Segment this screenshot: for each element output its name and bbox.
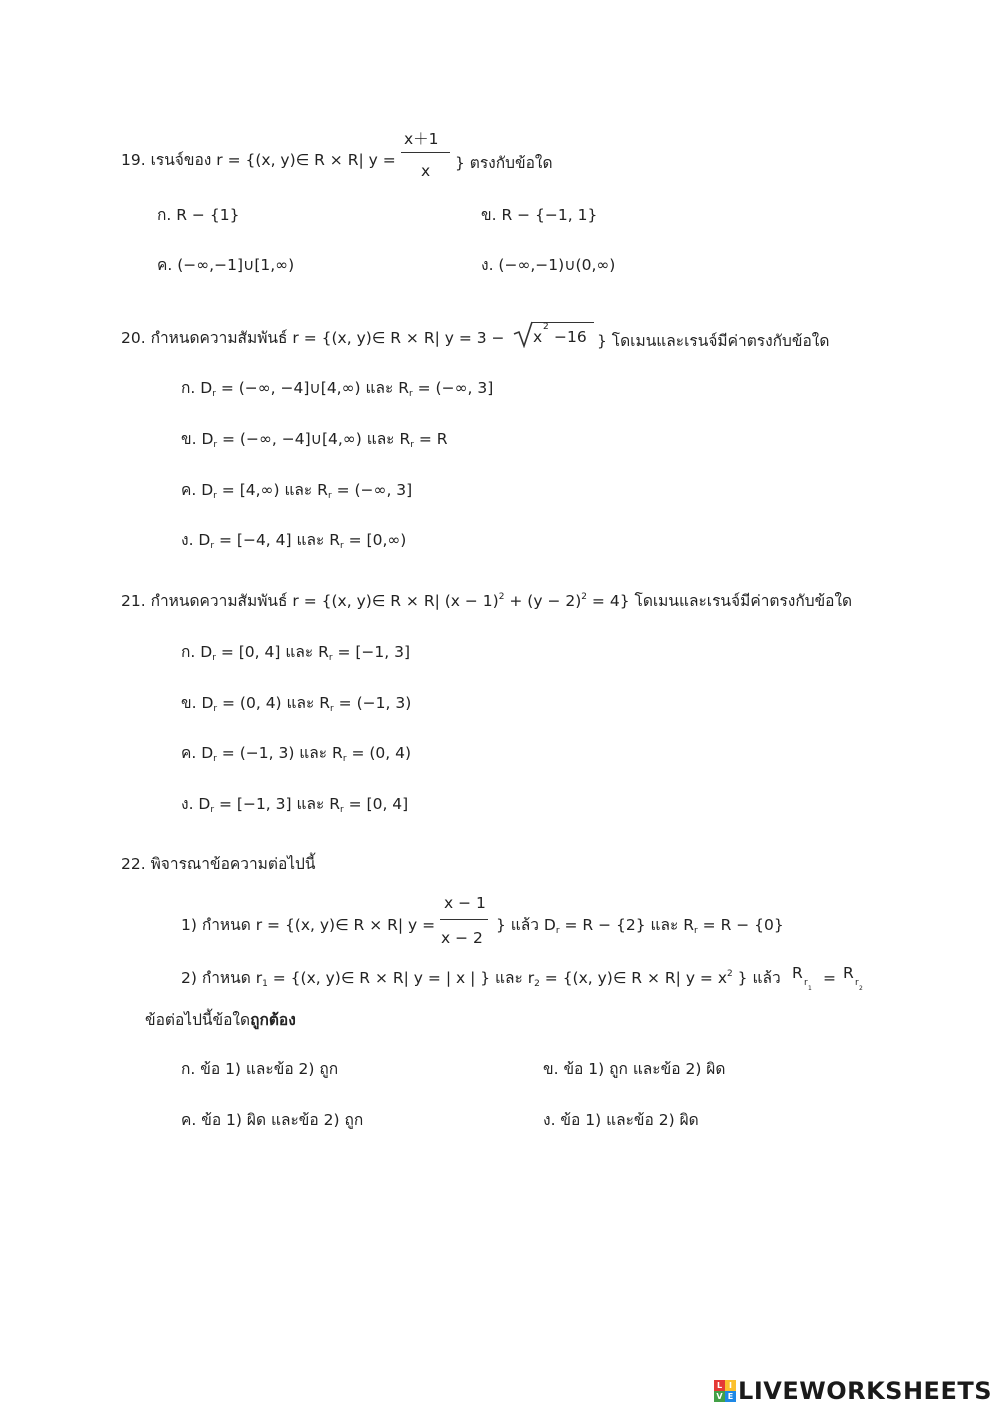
q22-s2-R1-sub: r — [804, 978, 808, 988]
q21-choice-c-mid: = (−1, 3) และ R — [216, 744, 343, 762]
q22-prompt-bold: ถูกต้อง — [250, 1011, 296, 1029]
q21-exp1: 2 — [498, 592, 505, 602]
q19-choice-c[interactable] — [157, 255, 294, 275]
q20-choice-a-sub-d: r — [212, 389, 216, 399]
q22-prompt-normal: ข้อต่อไปนี้ข้อใด — [145, 1011, 251, 1029]
q22-statement-1 — [181, 915, 435, 935]
liveworksheets-logo-icon — [714, 1380, 736, 1402]
q21-choice-b-sub-r: r — [330, 704, 334, 714]
q21-choice-d-label: ง. D — [181, 795, 211, 813]
q22-title — [121, 854, 316, 874]
q20-choice-a-end: = (−∞, 3] — [412, 379, 494, 397]
q20-choice-d-sub-r: r — [340, 541, 344, 551]
q20-choice-d-mid: = [−4, 4] และ R — [214, 531, 340, 549]
q20-prefix: 20. กำหนดความสัมพันธ์ r = {(x, y)∈ R × R| y = 3 − — [121, 329, 505, 347]
q20-radicand-base: x — [533, 328, 543, 346]
q20-suffix: } โดเมนและเรนจ์มีค่าตรงกับข้อใด — [597, 332, 830, 350]
logo-letter-e: E — [725, 1391, 736, 1402]
q20-choice-b-sub-r: r — [410, 440, 414, 450]
q19-choice-d[interactable] — [481, 255, 615, 275]
q20-choice-d-end: = [0,∞) — [343, 531, 407, 549]
q20-choice-d-label: ง. D — [181, 531, 211, 549]
q22-s2-sub-2: 2 — [534, 979, 540, 989]
q22-s2-R2: R — [843, 964, 854, 982]
q22-s1-denominator: x − 2 — [441, 929, 483, 947]
q21-choice-b-end: = (−1, 3) — [333, 694, 412, 712]
q19-choice-a[interactable] — [157, 205, 239, 225]
q22-s1-mid2: = R − {2} และ R — [559, 916, 695, 934]
q20-choice-b-label: ข. D — [181, 430, 214, 448]
q21-choice-b-label: ข. D — [181, 694, 214, 712]
q22-s1-sub-d: r — [555, 926, 560, 936]
q22-s2-R2-subsub: 2 — [859, 985, 863, 992]
logo-letter-i: I — [725, 1380, 736, 1391]
q22-s2-sub-1: 1 — [262, 979, 268, 989]
q19-stem — [121, 150, 396, 170]
q20-choice-b-end: = R — [413, 430, 448, 448]
q22-choice-b[interactable] — [543, 1059, 725, 1079]
q20-radicand-rest: −16 — [554, 328, 587, 346]
q21-choice-b[interactable] — [181, 693, 411, 713]
q22-s2-mid2: = {(x, y)∈ R × R| y = x — [539, 969, 728, 987]
q19-numerator: x＋1 — [404, 130, 439, 148]
q20-radical-sign — [513, 320, 533, 348]
q22-s1-sub-r: r — [694, 926, 698, 936]
q21-choice-d-mid: = [−1, 3] และ R — [214, 795, 340, 813]
q21-choice-c-sub-d: r — [213, 754, 217, 764]
q22-s2-R1: R — [792, 964, 803, 982]
q21-choice-a-label: ก. D — [181, 643, 213, 661]
q22-title-text: 22. พิจารณาข้อความต่อไปนี้ — [121, 855, 316, 873]
q20-choice-b[interactable] — [181, 429, 448, 449]
q22-s1-numerator: x − 1 — [444, 894, 486, 912]
q22-choice-d[interactable] — [543, 1110, 699, 1130]
q20-choice-a-mid: = (−∞, −4]∪[4,∞) และ R — [215, 379, 410, 397]
q22-s2-mid: = {(x, y)∈ R × R| y = | x | } และ r — [267, 969, 535, 987]
q20-choice-c-sub-r: r — [327, 491, 332, 501]
q21-choice-a-sub-r: r — [328, 653, 333, 663]
q19-choice-c-text: ค. (−∞,−1]∪[1,∞) — [157, 256, 295, 274]
q21-stem — [121, 591, 852, 611]
q21-choice-d[interactable] — [181, 794, 408, 814]
q20-choice-c-label: ค. D — [181, 481, 214, 499]
q22-s1-rest — [496, 915, 784, 935]
q22-s1-prefix: 1) กำหนด r = {(x, y)∈ R × R| y = — [181, 916, 436, 934]
q21-suffix: = 4} โดเมนและเรนจ์มีค่าตรงกับข้อใด — [587, 592, 853, 610]
q22-s2-prefix: 2) กำหนด r — [181, 969, 263, 987]
q22-s1-end: = R − {0} — [697, 916, 784, 934]
liveworksheets-logo-text: LIVEWORKSHEETS — [738, 1377, 992, 1405]
q20-choice-c-sub-d: r — [213, 491, 217, 501]
q21-choice-a-sub-d: r — [212, 653, 216, 663]
q21-exp2: 2 — [581, 592, 587, 602]
q20-choice-c-end: = (−∞, 3] — [331, 481, 413, 499]
q20-choice-d[interactable] — [181, 530, 406, 550]
q21-choice-b-sub-d: r — [213, 704, 218, 714]
q22-choice-a[interactable] — [181, 1059, 338, 1079]
q21-choice-d-end: = [0, 4] — [343, 795, 409, 813]
q21-choice-a[interactable] — [181, 642, 410, 662]
q22-choice-a-text: ก. ข้อ 1) และข้อ 2) ถูก — [181, 1060, 339, 1078]
q19-denominator: x — [421, 162, 431, 180]
q20-choice-a-sub-r: r — [409, 389, 413, 399]
q22-prompt — [145, 1010, 296, 1030]
q20-choice-b-sub-d: r — [213, 440, 218, 450]
q20-choice-d-sub-d: r — [210, 541, 215, 551]
q20-choice-a[interactable] — [181, 378, 493, 398]
q19-fraction-bar — [401, 152, 450, 153]
q22-s2-eq: = — [823, 969, 836, 987]
q22-choice-b-text: ข. ข้อ 1) ถูก และข้อ 2) ผิด — [543, 1060, 726, 1078]
q21-prefix: 21. กำหนดความสัมพันธ์ r = {(x, y)∈ R × R| (x − 1) — [121, 592, 499, 610]
q21-choice-a-mid: = [0, 4] และ R — [215, 643, 329, 661]
q22-s1-mid: } แล้ว D — [496, 916, 556, 934]
q20-radicand-exp: 2 — [543, 322, 549, 332]
q19-choice-b[interactable] — [481, 205, 597, 225]
q22-s2-end: } แล้ว — [732, 969, 781, 987]
q19-choice-d-text: ง. (−∞,−1)∪(0,∞) — [481, 256, 616, 274]
q21-choice-d-sub-d: r — [210, 805, 215, 815]
logo-letter-l: L — [714, 1380, 725, 1391]
q22-choice-c-text: ค. ข้อ 1) ผิด และข้อ 2) ถูก — [181, 1111, 364, 1129]
q20-radical-bar — [532, 322, 594, 323]
q21-choice-a-end: = [−1, 3] — [332, 643, 411, 661]
q20-choice-c-mid: = [4,∞) และ R — [216, 481, 328, 499]
q19-suffix: } ตรงกับข้อใด — [455, 154, 553, 172]
q22-statement-2 — [181, 968, 781, 988]
q20-stem — [121, 328, 505, 348]
logo-letter-v: V — [714, 1391, 725, 1402]
q20-choice-a-label: ก. D — [181, 379, 213, 397]
q20-choice-c[interactable] — [181, 480, 412, 500]
q22-choice-c[interactable] — [181, 1110, 363, 1130]
liveworksheets-logo — [714, 1377, 992, 1405]
q21-choice-c[interactable] — [181, 743, 411, 763]
q21-choice-c-end: = (0, 4) — [346, 744, 412, 762]
q21-choice-c-label: ค. D — [181, 744, 214, 762]
q19-choice-b-text: ข. R − {−1, 1} — [481, 206, 598, 224]
q22-s2-R2-sub: r — [855, 978, 859, 988]
q22-s1-fraction-bar — [440, 919, 488, 920]
q20-choice-b-mid: = (−∞, −4]∪[4,∞) และ R — [217, 430, 411, 448]
q22-s2-R1-subsub: 1 — [808, 985, 812, 992]
q21-choice-b-mid: = (0, 4) และ R — [217, 694, 331, 712]
q21-choice-d-sub-r: r — [340, 805, 344, 815]
q22-s2-exp: 2 — [727, 969, 733, 979]
q19-prefix: 19. เรนจ์ของ r = {(x, y)∈ R × R| y = — [121, 151, 396, 169]
q21-choice-c-sub-r: r — [342, 754, 347, 764]
q22-choice-d-text: ง. ข้อ 1) และข้อ 2) ผิด — [543, 1111, 699, 1129]
q19-choice-a-text: ก. R − {1} — [157, 206, 240, 224]
q21-middle: + (y − 2) — [504, 592, 582, 610]
